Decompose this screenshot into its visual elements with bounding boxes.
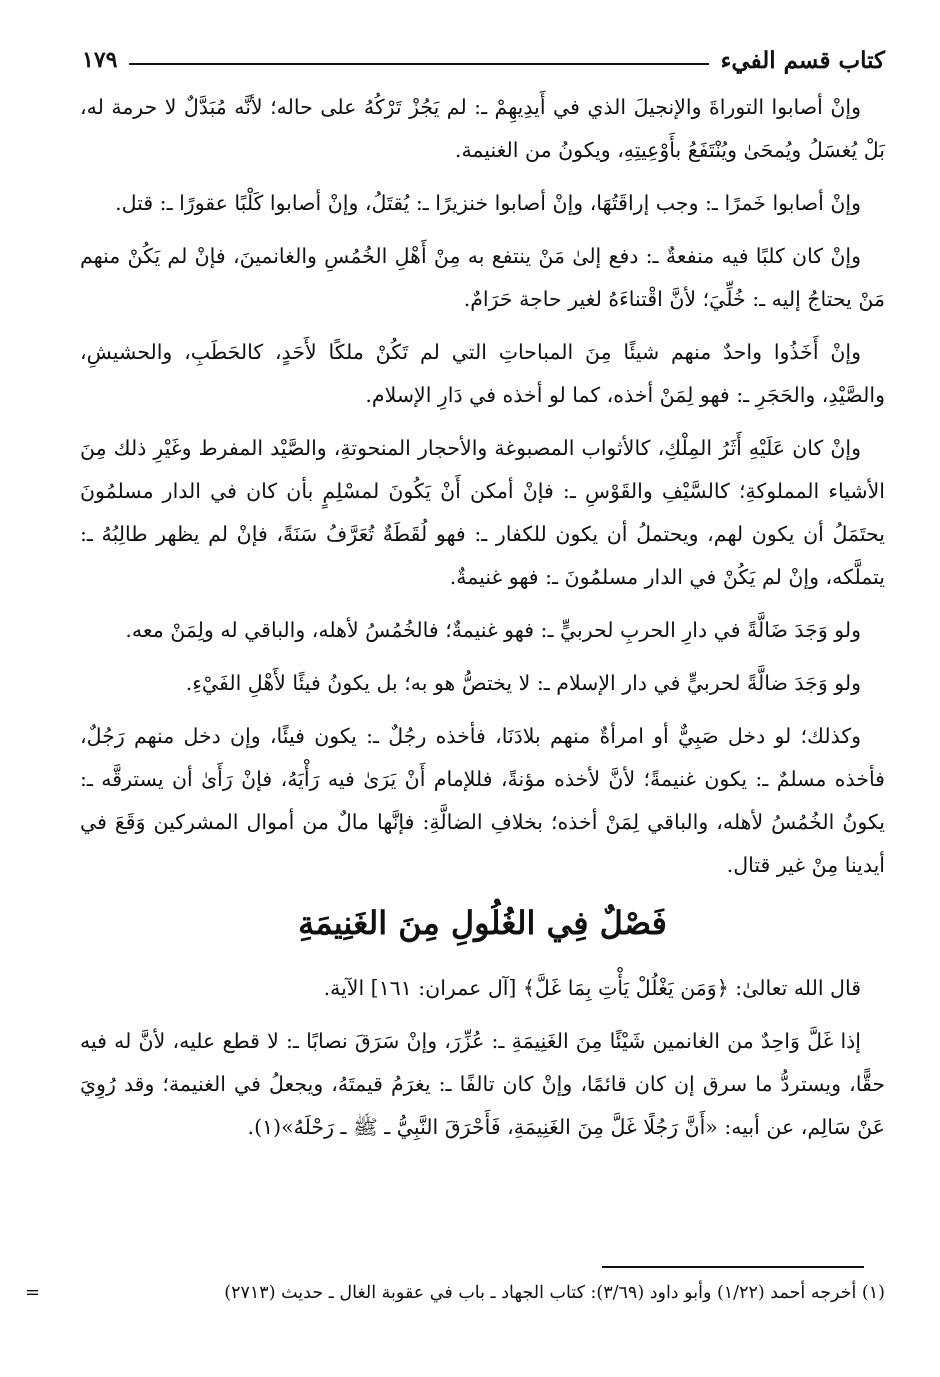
section-title: فَصْلٌ فِي الغُلُولِ مِنَ الغَنِيمَةِ bbox=[298, 904, 667, 942]
quran-verse-paragraph: قال الله تعالىٰ: ﴿وَمَن يَغْلُلْ يَأْتِ بِمَا غَلَّ﴾ [آل عمران: ١٦١] الآية. bbox=[323, 976, 861, 1000]
paragraph: وإنْ كان كلبًا فيه منفعةٌ ـ: دفع إلىٰ مَنْ ينتفع به مِنْ أَهْلِ الخُمُسِ والغانمينَ، فإنْ لم يَكُنْ منهم مَنْ يحتاجُ إليه ـ: خُلِّيَ؛ لأنَّ اقْتناءَهُ لغير حاجة حَرَامٌ. bbox=[80, 244, 885, 311]
paragraph: وإنْ كان عَلَيْهِ أَثَرُ المِلْكِ، كالأثواب المصبوغة والأحجار المنحوتةِ، والصَّيْد المفرط وغَيْرِ ذلك مِنَ الأشياء المملوكةِ؛ كالسَّيْفِ والقَوْسِ ـ: فإنْ أمكن أَنْ يَكُونَ لمسْلِمٍ بأن كان في الدار مسلمُونَ يحتَمَلُ أن يكون لهم، ويحتملُ أن يكون للكفار ـ: فهو لُقَطَةٌ تُعَرَّفُ سَنَةً، فإنْ لم يظهر طالِبُهُ ـ: يتملَّكه، وإنْ لم يَكُنْ في الدار مسلمُونَ ـ: فهو غنيمةٌ. bbox=[80, 436, 885, 589]
paragraph: وإنْ أصابوا خَمرًا ـ: وجب إراقَتُهَا، وإنْ أصابوا خنزيرًا ـ: يُقتَلُ، وإنْ أصابوا كَلْبًا عقورًا ـ: قتل. bbox=[115, 191, 861, 215]
page-header bbox=[82, 40, 885, 80]
footnote-continuation-mark: = bbox=[25, 1282, 41, 1303]
footnote-separator bbox=[602, 1266, 864, 1268]
header-rule bbox=[129, 63, 708, 65]
paragraph: وإنْ أصابوا التوراةَ والإنجيلَ الذي في أَيدِيهِمْ ـ: لم يَجُزْ تَرْكُهُ على حاله؛ لأنَّه مُبَدَّلٌ لا حرمة له، بَلْ يُغسَلُ ويُمحَىٰ ويُنْتَفَعُ بأَوْعِيتِهِ، ويكونُ من الغنيمة. bbox=[80, 95, 885, 162]
footnote: (١) أخرجه أحمد (١/٢٢) وأبو داود (٣/٦٩): كتاب الجهاد ـ باب في عقوبة الغال ـ حديث (٢٧١٣) bbox=[224, 1283, 885, 1303]
paragraph: وكذلك؛ لو دخل صَبِيٌّ أو امرأةٌ منهم بلادَنَا، فأخذه رجُلٌ ـ: يكون فيئًا، وإن دخل منهم رَجُلٌ، فأخذه مسلمٌ ـ: يكون غنيمةً؛ لأنَّ لأخذه مؤنةً، فللإمام أَنْ يَرَىٰ فيه رَأْيَهُ، فإنْ رَأَىٰ أن يسترقَّه ـ: يكونُ الخُمُسُ لأهله، والباقي لِمَنْ أخذه؛ بخلافِ الضالَّةِ: فإنَّها مالٌ من أموال المشركين وَقَعَ في أيدينا مِنْ غير قتال. bbox=[80, 724, 885, 877]
paragraph: ولو وَجَدَ ضالَّةً لحربيٍّ في دار الإسلام ـ: لا يختصُّ هو به؛ بل يكونُ فيئًا لأَهْلِ الفَيْءِ. bbox=[185, 671, 861, 695]
page-body bbox=[80, 86, 885, 1159]
paragraph: إذا غَلَّ وَاحِدٌ من الغانمين شَيْئًا مِنَ الغَنِيمَةِ ـ: عُزِّرَ، وإنْ سَرَقَ نصابًا ـ: لا قطع عليه، لأنَّ له فيه حقًّا، ويستردُّ ما سرق إن كان قائمًا، وإنْ كان تالفًا ـ: يغرَمُ قيمتَهُ، ويجعلُ في الغنيمة؛ وقد رُوِيَ عَنْ سَالِم، عن أبيه: «أَنَّ رَجُلًا غَلَّ مِنَ الغَنِيمَةِ، فَأَحْرَقَ النَّبِيُّ ـ ﷺ ـ رَحْلَهُ»(١). bbox=[80, 1029, 885, 1139]
page-number: ١٧٩ bbox=[82, 47, 118, 73]
paragraph: وإنْ أَخَذُوا واحدٌ منهم شيئًا مِنَ المباحاتِ التي لم تَكُنْ ملكًا لأَحَدٍ، كالحَطَبِ، والحشيشِ، والصَّيْدِ، والحَجَرِ ـ: فهو لِمَنْ أخذه، كما لو أخذه في دَارِ الإسلام. bbox=[80, 340, 885, 407]
paragraph: ولو وَجَدَ ضَالَّةً في دارِ الحربِ لحربيٍّ ـ: فهو غنيمةٌ؛ فالخُمُسُ لأهله، والباقي له ولِمَنْ معه. bbox=[125, 618, 861, 642]
book-title: كتاب قسم الفيء bbox=[720, 46, 885, 74]
